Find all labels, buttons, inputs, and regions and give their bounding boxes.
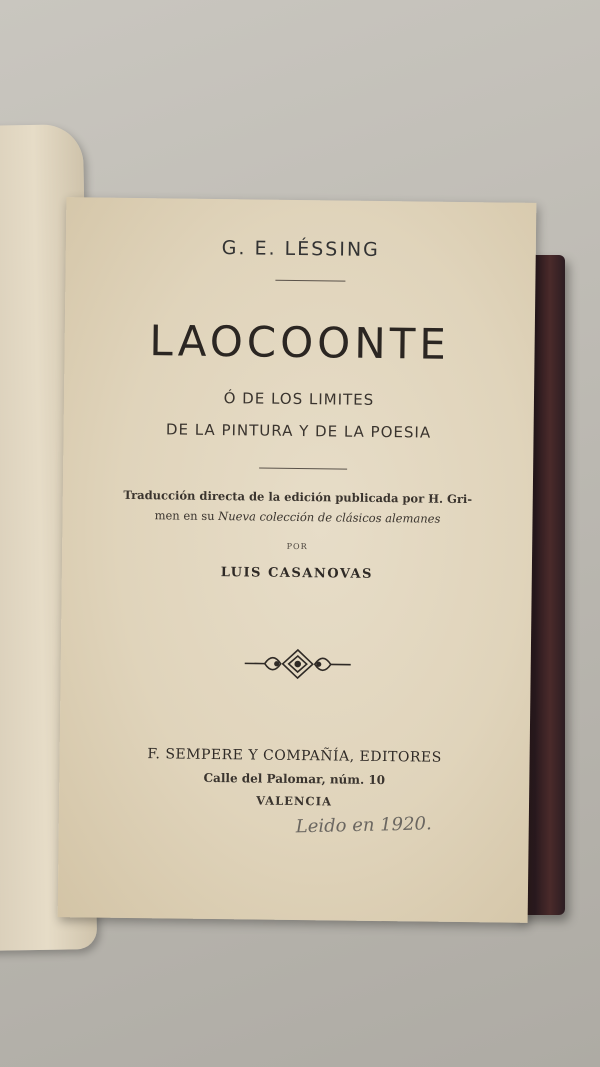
translation-note-line-2	[62, 507, 532, 527]
subtitle-line-1: Ó DE LOS LIMITES	[223, 389, 375, 409]
subtitle-line-2: DE LA PINTURA Y DE LA POESIA	[165, 420, 432, 442]
divider-rule	[259, 468, 347, 470]
publisher-name: F. SEMPERE Y COMPAÑÍA, EDITORES	[147, 746, 442, 766]
publisher-address: Calle del Palomar, núm. 10	[203, 770, 386, 788]
book-title: LAOCOONTE	[149, 316, 451, 369]
translation-note-line-1: Traducción directa de la edición publicada por H. Gri-	[123, 487, 473, 507]
title-page	[58, 197, 537, 923]
publisher-city: VALENCIA	[256, 793, 333, 809]
ornament-icon	[242, 643, 352, 684]
divider-rule	[275, 280, 345, 282]
collection-name: Nueva colección de clásicos alemanes	[218, 509, 441, 526]
translation-note-prefix: men en su	[154, 508, 219, 524]
author-name: G. E. LÉSSING	[221, 237, 380, 261]
translator-name: LUIS CASANOVAS	[220, 565, 374, 582]
handwritten-note: Leido en 1920.	[295, 813, 432, 838]
by-label: POR	[286, 541, 308, 552]
